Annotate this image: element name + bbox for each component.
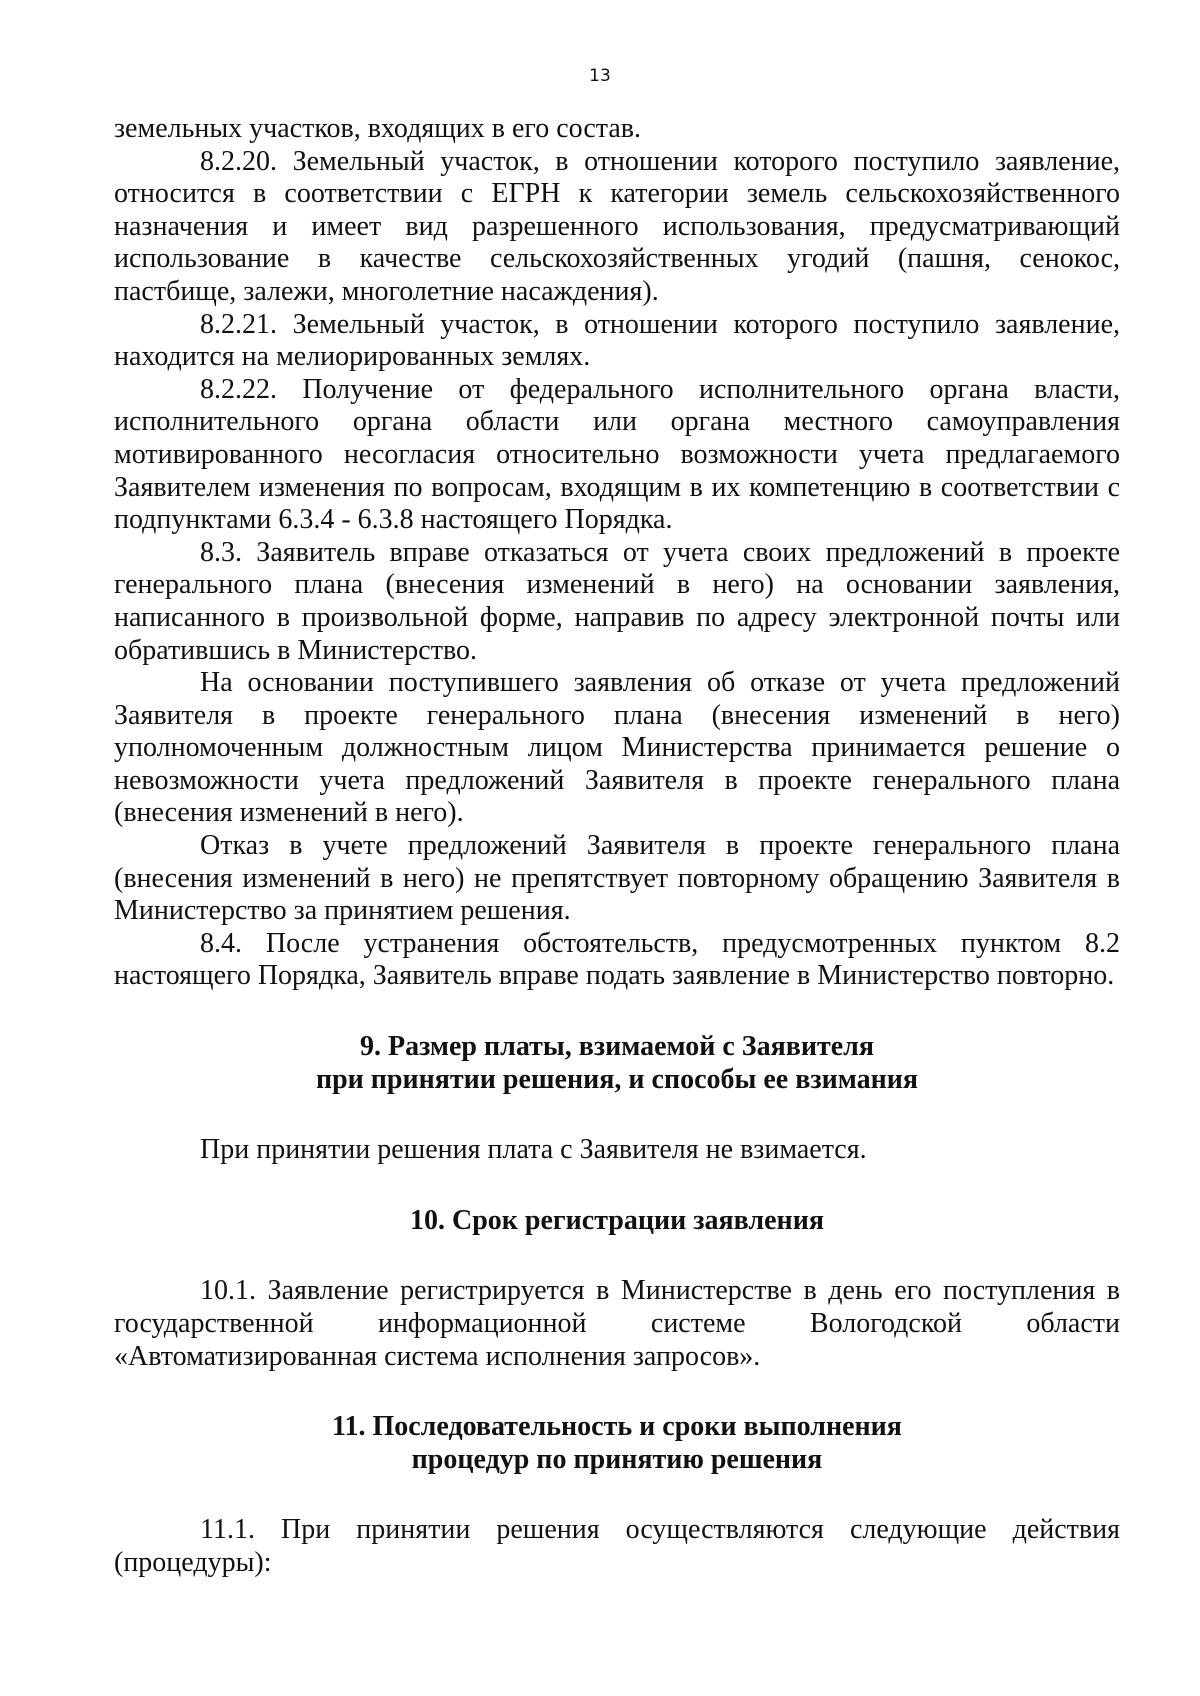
paragraph-11-1: 11.1. При принятии решения осуществляются следующие действия (процедуры): xyxy=(114,1514,1120,1578)
section-11-heading-line-2: процедур по принятию решения xyxy=(411,1443,823,1475)
document-body xyxy=(114,113,1120,1580)
section-11-heading-line-1: 11. Последовательность и сроки выполнения xyxy=(332,1411,902,1443)
section-9-heading-line-1: 9. Размер платы, взимаемой с Заявителя xyxy=(359,1031,875,1063)
paragraph-8-2-21: 8.2.21. Земельный участок, в отношении которого поступило заявление, находится на мелиорированных землях. xyxy=(114,308,1120,373)
paragraph-8-2-20: 8.2.20. Земельный участок, в отношении которого поступило заявление, относится в соответствии с ЕГРН к категории земель сельскохозяйственного назначения и имеет вид разрешенного использования, предусматривающий использование в качестве сельскохозяйственных угодий (пашня, сенокос, пастбище, залежи, многолетние насаждения). xyxy=(114,145,1120,307)
section-9-heading xyxy=(114,1031,1120,1096)
section-10-heading: 10. Срок регистрации заявления xyxy=(410,1204,824,1236)
paragraph-8-3-refusal: Отказ в учете предложений Заявителя в проекте генерального плана (внесения изменений в него) не препятствует повторному обращению Заявителя в Министерство за принятием решения. xyxy=(114,830,1120,927)
paragraph-10-1: 10.1. Заявление регистрируется в Министерстве в день его поступления в государственной информационной системе Вологодской области «Автоматизированная система исполнения запросов». xyxy=(114,1275,1120,1372)
paragraph-8-3: 8.3. Заявитель вправе отказаться от учета своих предложений в проекте генерального плана (внесения изменений в него) на основании заявления, написанного в произвольной форме, направив по адресу электронной почты или обратившись в Министерство. xyxy=(114,536,1120,666)
section-9-heading-line-2: при принятии решения, и способы ее взимания xyxy=(315,1063,919,1095)
page-number: 13 xyxy=(589,66,611,86)
paragraph-8-4: 8.4. После устранения обстоятельств, предусмотренных пунктом 8.2 настоящего Порядка, Заявитель вправе подать заявление в Министерство повторно. xyxy=(114,927,1120,992)
section-11-heading xyxy=(114,1411,1120,1476)
paragraph-8-2-22: 8.2.22. Получение от федерального исполнительного органа власти, исполнительного органа области или органа местного самоуправления мотивированного несогласия относительно возможности учета предлагаемого Заявителем изменения по вопросам, входящим в их компетенцию в соответствии с подпунктами 6.3.4 - 6.3.8 настоящего Порядка. xyxy=(114,373,1120,536)
paragraph-continuation: земельных участков, входящих в его состав. xyxy=(114,113,641,144)
paragraph-8-3-decision: На основании поступившего заявления об отказе от учета предложений Заявителя в проекте генерального плана (внесения изменений в него) уполномоченным должностным лицом Министерства принимается решение о невозможности учета предложений Заявителя в проекте генерального плана (внесения изменений в него). xyxy=(114,667,1120,829)
section-9-text: При принятии решения плата с Заявителя не взимается. xyxy=(200,1134,867,1166)
